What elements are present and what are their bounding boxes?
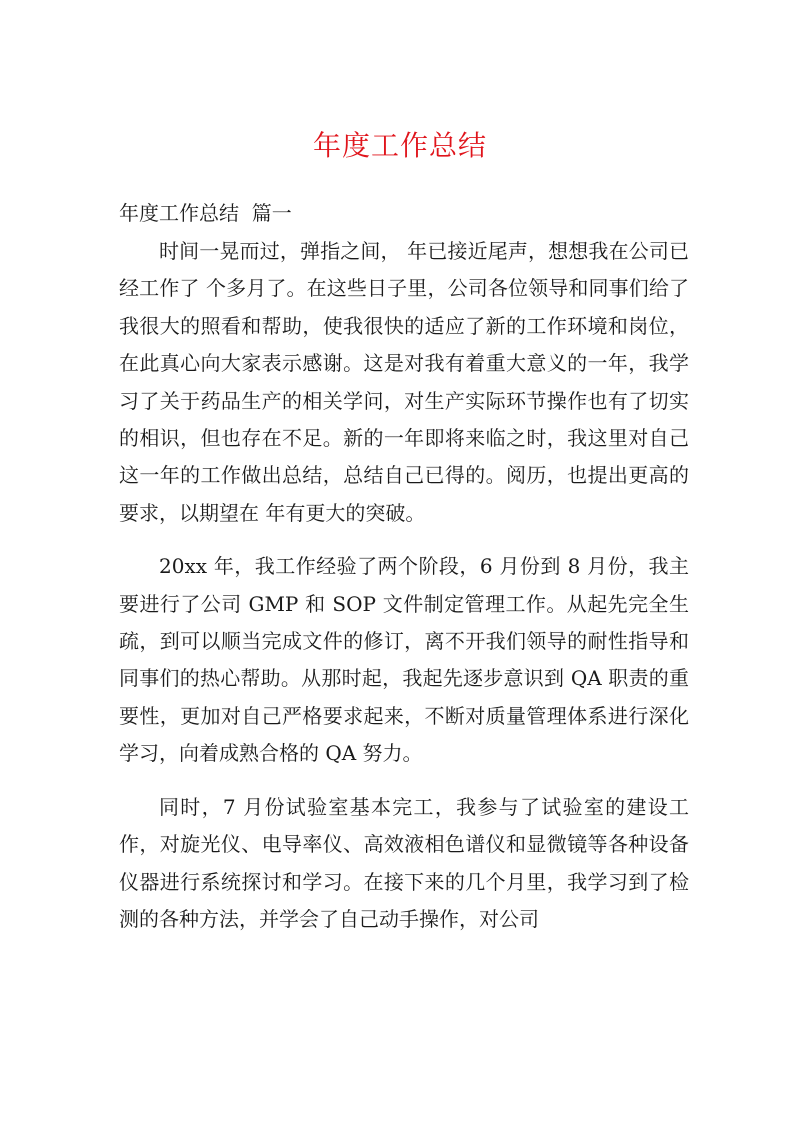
paragraph-3: 同时，7 月份试验室基本完工，我参与了试验室的建设工作，对旋光仪、电导率仪、高效液相色谱仪和显微镜等各种设备仪器进行系统探讨和学习。在接下来的几个月里，我学习到了检测的各种方法，并学会了自己动手操作，对公司 bbox=[119, 794, 689, 931]
paragraph-2: 20xx 年，我工作经验了两个阶段，6 月份到 8 月份，我主要进行了公司 GMP 和 SOP 文件制定管理工作。从起先完全生疏，到可以顺当完成文件的修订，离不开我们领导的耐性指导和同事们的热心帮助。从那时起，我起先逐步意识到 QA 职责的重要性，更加对自己严格要求起来，不断对质量管理体系进行深化学习，向着成熟合格的 QA 努力。 bbox=[119, 554, 689, 766]
paragraph-1: 时间一晃而过，弹指之间， 年已接近尾声，想想我在公司已经工作了 个多月了。在这些日子里，公司各位领导和同事们给了我很大的照看和帮助，使我很快的适应了新的工作环境和岗位，在此真心向大家表示感谢。这是对我有着重大意义的一年，我学习了关于药品生产的相关学问，对生产实际环节操作也有了切实的相识，但也存在不足。新的一年即将来临之时，我这里对自己这一年的工作做出总结，总结自己已得的。阅历，也提出更高的要求，以期望在 年有更大的突破。 bbox=[119, 239, 689, 525]
document-title: 年度工作总结 bbox=[312, 129, 487, 162]
document-body bbox=[119, 233, 689, 938]
document-subtitle: 年度工作总结 篇一 bbox=[119, 201, 292, 225]
